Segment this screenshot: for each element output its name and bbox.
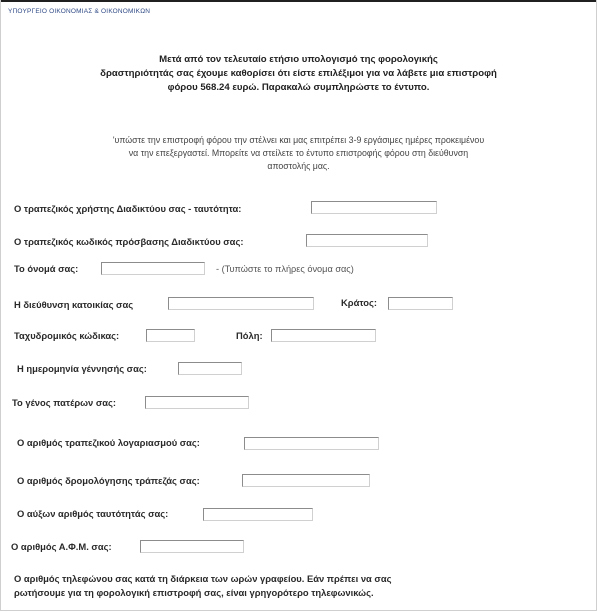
name-label: Το όνομά σας: xyxy=(14,263,79,274)
username-label: Ο τραπεζικός χρήστης Διαδικτύου σας - ταυτότητα: xyxy=(14,203,242,214)
account-number-input[interactable] xyxy=(244,437,379,450)
zip-input[interactable] xyxy=(146,329,195,342)
intro-line-3: φόρου 568.24 ευρώ. Παρακαλώ συμπληρώστε το έντυπο. xyxy=(167,82,430,93)
id-number-input[interactable] xyxy=(203,508,313,521)
intro-message xyxy=(0,53,597,95)
phone-instructions xyxy=(14,572,589,600)
note-line-1: 'υπώστε την επιστροφή φόρου την στέλνει και μας επιτρέπει 3-9 εργάσιμες ημέρες προκειμένου xyxy=(112,135,485,145)
address-label: Η διεύθυνση κατοικίας σας xyxy=(14,299,134,310)
parents-name-input[interactable] xyxy=(145,396,249,409)
account-number-label: Ο αριθμός τραπεζικού λογαριασμού σας: xyxy=(17,437,200,448)
id-number-label: Ο αύξων αριθμός ταυτότητάς σας: xyxy=(17,508,169,519)
intro-line-1: Μετά από τον τελευταίο ετήσιο υπολογισμό της φορολογικής xyxy=(159,54,438,65)
processing-note xyxy=(0,134,597,173)
routing-number-label: Ο αριθμός δρομολόγησης τράπεζάς σας: xyxy=(17,475,200,486)
address-input[interactable] xyxy=(168,297,314,310)
name-input[interactable] xyxy=(101,262,205,275)
footer-line-1: Ο αριθμός τηλεφώνου σας κατά τη διάρκεια των ωρών γραφείου. Εάν πρέπει να σας xyxy=(14,573,392,584)
password-label: Ο τραπεζικός κωδικός πρόσβασης Διαδικτύου σας: xyxy=(14,236,244,247)
note-line-3: αποστολής μας. xyxy=(267,161,330,171)
note-line-2: να την επεξεργαστεί. Μπορείτε να στείλετε το έντυπο επιστροφής φόρου στη διεύθυνση xyxy=(128,148,469,158)
ministry-logo-text: ΥΠΟΥΡΓΕΙΟ ΟΙΚΟΝΟΜΙΑΣ & ΟΙΚΟΝΟΜΙΚΩΝ xyxy=(8,8,151,15)
dob-input[interactable] xyxy=(178,362,242,375)
state-input[interactable] xyxy=(388,297,453,310)
password-input[interactable] xyxy=(306,234,428,247)
parents-name-label: Το γένος πατέρων σας: xyxy=(12,397,117,408)
name-hint: - (Τυπώστε το πλήρες όνομα σας) xyxy=(216,264,354,274)
zip-label: Ταχυδρομικός κώδικας: xyxy=(14,330,120,341)
state-label: Κράτος: xyxy=(341,297,377,308)
username-input[interactable] xyxy=(311,201,437,214)
city-label: Πόλη: xyxy=(236,330,263,341)
footer-line-2: ρωτήσουμε για τη φορολογική επιστροφή σας, είναι γρηγορότερο τηλεφωνικώς. xyxy=(14,587,374,598)
afm-input[interactable] xyxy=(140,540,244,553)
routing-number-input[interactable] xyxy=(242,474,370,487)
afm-label: Ο αριθμός Α.Φ.Μ. σας: xyxy=(11,541,112,552)
dob-label: Η ημερομηνία γέννησής σας: xyxy=(17,363,147,374)
intro-line-2: δραστηριότητάς σας έχουμε καθορίσει ότι είστε επιλέξιμοι για να λάβετε μια επιστροφή xyxy=(100,68,497,79)
city-input[interactable] xyxy=(271,329,376,342)
